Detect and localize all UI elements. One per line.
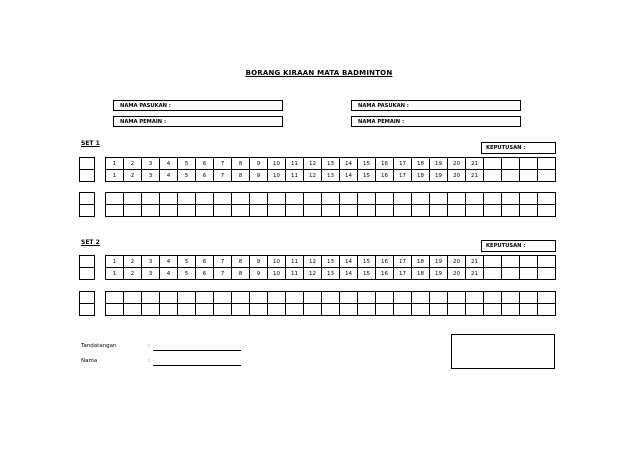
set-1-score-empty-cell[interactable] [142,205,160,217]
set-1-score-empty-cell[interactable] [268,193,286,205]
set-1-point-cell[interactable]: 19 [430,170,448,182]
set-1-score-empty-cell[interactable] [124,205,142,217]
set-2-point-cell[interactable]: 10 [268,268,286,280]
set-1-point-cell[interactable]: 10 [268,158,286,170]
set-2-score-empty-cell[interactable] [250,304,268,316]
set-1-score-empty-cell[interactable] [538,193,556,205]
set-1-score-empty-cell[interactable] [322,205,340,217]
set-1-score-empty-cell[interactable] [358,205,376,217]
set-2-empty-cell[interactable] [502,268,520,280]
set-1-point-cell[interactable]: 3 [142,158,160,170]
set-1-empty-cell[interactable] [538,170,556,182]
set-2-points-grid [105,255,556,280]
set-1-score-empty-cell[interactable] [484,193,502,205]
set-2-score-empty-cell[interactable] [358,292,376,304]
set-2-point-cell[interactable]: 3 [142,268,160,280]
set-2-score-empty-cell[interactable] [520,304,538,316]
set-1-score-empty-cell[interactable] [502,205,520,217]
set-2-score-empty-cell[interactable] [394,304,412,316]
set-1-serve-box[interactable] [79,157,95,182]
set-1-score-empty-cell[interactable] [412,205,430,217]
set-2-score-empty-cell[interactable] [232,304,250,316]
set-1-point-cell[interactable]: 20 [448,158,466,170]
set-1-empty-cell[interactable] [538,158,556,170]
set-2-point-cell[interactable]: 16 [376,256,394,268]
set-1-point-cell[interactable]: 9 [250,170,268,182]
set-1-score-empty-cell[interactable] [142,193,160,205]
set-2-point-cell[interactable]: 14 [340,256,358,268]
set-1-point-cell[interactable]: 8 [232,158,250,170]
set-1-score-empty-cell[interactable] [466,193,484,205]
set-1-point-cell[interactable]: 10 [268,170,286,182]
set-1-point-cell[interactable]: 13 [322,158,340,170]
set-2-point-cell[interactable]: 13 [322,268,340,280]
set-2-point-cell[interactable]: 21 [466,268,484,280]
set-1-point-cell[interactable]: 18 [412,170,430,182]
set-2-score-empty-cell[interactable] [412,304,430,316]
tandatangan-colon: : [148,343,150,349]
set-2-score-empty-cell[interactable] [466,292,484,304]
set-2-point-cell[interactable]: 11 [286,256,304,268]
set-2-point-cell[interactable]: 15 [358,268,376,280]
set-2-point-cell[interactable]: 7 [214,268,232,280]
set-2-point-cell[interactable]: 13 [322,256,340,268]
set-2-point-cell[interactable]: 7 [214,256,232,268]
set-1-score-empty-cell[interactable] [340,193,358,205]
set-2-score-empty-cell[interactable] [142,304,160,316]
set-1-point-cell[interactable]: 15 [358,170,376,182]
set-1-point-cell[interactable]: 16 [376,170,394,182]
set-1-point-cell[interactable]: 12 [304,170,322,182]
set-2-point-cell[interactable]: 9 [250,268,268,280]
set-2-point-cell[interactable]: 11 [286,268,304,280]
set-1-point-cell[interactable]: 17 [394,158,412,170]
set-1-point-cell[interactable]: 11 [286,158,304,170]
set-2-score-empty-cell[interactable] [268,304,286,316]
set-2-score-empty-cell[interactable] [160,304,178,316]
set-2-score-empty-cell[interactable] [214,304,232,316]
set-1-score-empty-cell[interactable] [394,193,412,205]
right-player-name-field[interactable]: NAMA PEMAIN : [351,116,521,127]
set-2-score-empty-cell[interactable] [268,292,286,304]
set-1-point-cell[interactable]: 13 [322,170,340,182]
set-1-empty-cell[interactable] [484,158,502,170]
set-2-point-cell[interactable]: 4 [160,268,178,280]
set-1-score-empty-cell[interactable] [358,193,376,205]
set-2-score-empty-cell[interactable] [250,292,268,304]
set-1-score-empty-cell[interactable] [466,205,484,217]
set-2-empty-cell[interactable] [502,256,520,268]
set-2-point-cell[interactable]: 16 [376,268,394,280]
set-2-score-empty-cell[interactable] [286,292,304,304]
set-1-empty-cell[interactable] [520,170,538,182]
set-1-empty-cell[interactable] [484,170,502,182]
set-2-score-empty-cell[interactable] [160,292,178,304]
set-2-score-empty-cell[interactable] [502,292,520,304]
set-2-point-cell[interactable]: 3 [142,256,160,268]
set-2-score-empty-cell[interactable] [106,292,124,304]
set-1-point-cell[interactable]: 19 [430,158,448,170]
set-1-point-cell[interactable]: 14 [340,158,358,170]
set-2-point-cell[interactable]: 14 [340,268,358,280]
set-1-score-empty-cell[interactable] [448,193,466,205]
set-2-empty-cell[interactable] [520,268,538,280]
set-1-point-cell[interactable]: 5 [178,158,196,170]
set-2-score-empty-cell[interactable] [340,304,358,316]
set-2-empty-cell[interactable] [538,256,556,268]
set-1-point-cell[interactable]: 18 [412,158,430,170]
set-1-point-cell[interactable]: 8 [232,170,250,182]
nama-label: Nama [81,358,98,364]
set-2-point-cell[interactable]: 15 [358,256,376,268]
set-1-score-empty-cell[interactable] [106,193,124,205]
set-1-score-empty-cell[interactable] [484,205,502,217]
set-1-score-empty-cell[interactable] [340,205,358,217]
set-2-score-serve-box[interactable] [79,291,95,316]
set-2-score-empty-cell[interactable] [538,292,556,304]
set-1-label: SET 1 [81,140,100,147]
set-1-point-cell[interactable]: 14 [340,170,358,182]
set-1-empty-cell[interactable] [502,158,520,170]
set-2-label: SET 2 [81,239,100,246]
set-2-score-empty-cell[interactable] [196,304,214,316]
set-1-score-empty-cell[interactable] [538,205,556,217]
set-2-score-empty-cell[interactable] [448,292,466,304]
set-1-point-cell[interactable]: 4 [160,170,178,182]
set-2-empty-cell[interactable] [484,256,502,268]
set-1-point-cell[interactable]: 3 [142,170,160,182]
set-2-empty-cell[interactable] [538,268,556,280]
set-1-point-cell[interactable]: 20 [448,170,466,182]
set-1-score-empty-cell[interactable] [124,193,142,205]
set-1-score-empty-cell[interactable] [304,205,322,217]
set-2-score-empty-cell[interactable] [322,292,340,304]
set-2-score-empty-cell[interactable] [142,292,160,304]
set-1-point-cell[interactable]: 4 [160,158,178,170]
set-2-point-cell[interactable]: 20 [448,268,466,280]
set-2-empty-cell[interactable] [484,268,502,280]
set-1-score-empty-cell[interactable] [214,205,232,217]
set-2-point-cell[interactable]: 19 [430,268,448,280]
set-1-score-empty-cell[interactable] [160,193,178,205]
set-2-point-cell[interactable]: 6 [196,256,214,268]
set-1-score-empty-cell[interactable] [160,205,178,217]
nama-line[interactable] [153,365,241,366]
set-1-score-empty-cell[interactable] [430,205,448,217]
set-1-score-empty-cell[interactable] [304,193,322,205]
set-1-point-cell[interactable]: 6 [196,170,214,182]
set-2-score-empty-cell[interactable] [376,304,394,316]
set-2-score-empty-cell[interactable] [124,292,142,304]
set-2-point-cell[interactable]: 8 [232,268,250,280]
set-1-score-empty-cell[interactable] [250,205,268,217]
set-2-score-empty-cell[interactable] [484,304,502,316]
set-2-score-grid [105,291,556,316]
set-2-point-cell[interactable]: 17 [394,256,412,268]
set-1-score-empty-cell[interactable] [376,193,394,205]
set-2-point-cell[interactable]: 12 [304,256,322,268]
set-1-score-empty-cell[interactable] [412,193,430,205]
set-2-score-empty-cell[interactable] [394,292,412,304]
set-2-point-cell[interactable]: 18 [412,268,430,280]
set-2-score-empty-cell[interactable] [178,292,196,304]
set-1-score-empty-cell[interactable] [502,193,520,205]
set-2-point-cell[interactable]: 1 [106,268,124,280]
set-2-point-cell[interactable]: 19 [430,256,448,268]
set-2-point-cell[interactable]: 5 [178,268,196,280]
set-1-point-cell[interactable]: 11 [286,170,304,182]
set-2-score-empty-cell[interactable] [178,304,196,316]
set-1-score-empty-cell[interactable] [520,193,538,205]
set-1-score-empty-cell[interactable] [268,205,286,217]
set-1-score-empty-cell[interactable] [448,205,466,217]
set-1-point-cell[interactable]: 16 [376,158,394,170]
set-1-score-empty-cell[interactable] [520,205,538,217]
set-2-score-empty-cell[interactable] [106,304,124,316]
set-1-point-cell[interactable]: 9 [250,158,268,170]
set-1-point-cell[interactable]: 6 [196,158,214,170]
set-2-empty-cell[interactable] [520,256,538,268]
set-1-score-empty-cell[interactable] [106,205,124,217]
set-2-score-empty-cell[interactable] [448,304,466,316]
set-1-point-cell[interactable]: 5 [178,170,196,182]
set-2-score-empty-cell[interactable] [286,304,304,316]
set-2-point-cell[interactable]: 2 [124,256,142,268]
set-2-score-empty-cell[interactable] [340,292,358,304]
set-1-keputusan[interactable]: KEPUTUSAN : [481,142,556,154]
set-2-score-empty-cell[interactable] [304,304,322,316]
set-2-point-cell[interactable]: 8 [232,256,250,268]
set-2-score-empty-cell[interactable] [484,292,502,304]
set-2-point-cell[interactable]: 6 [196,268,214,280]
set-2-point-cell[interactable]: 10 [268,256,286,268]
left-team-name-field[interactable]: NAMA PASUKAN : [113,100,283,111]
set-2-point-cell[interactable]: 21 [466,256,484,268]
set-1-score-empty-cell[interactable] [322,193,340,205]
nama-colon: : [148,358,150,364]
set-2-point-cell[interactable]: 12 [304,268,322,280]
set-1-score-empty-cell[interactable] [178,193,196,205]
set-1-empty-cell[interactable] [502,170,520,182]
tandatangan-label: Tandatangan [81,343,117,349]
set-1-point-cell[interactable]: 2 [124,158,142,170]
set-2-score-empty-cell[interactable] [196,292,214,304]
set-2-score-empty-cell[interactable] [412,292,430,304]
set-2-point-cell[interactable]: 2 [124,268,142,280]
set-2-point-cell[interactable]: 20 [448,256,466,268]
set-2-score-empty-cell[interactable] [520,292,538,304]
set-1-score-serve-box[interactable] [79,192,95,217]
set-1-point-cell[interactable]: 1 [106,170,124,182]
set-1-point-cell[interactable]: 21 [466,170,484,182]
set-1-score-empty-cell[interactable] [250,193,268,205]
set-1-score-empty-cell[interactable] [286,193,304,205]
set-2-score-empty-cell[interactable] [430,304,448,316]
set-1-score-empty-cell[interactable] [196,193,214,205]
set-2-score-empty-cell[interactable] [502,304,520,316]
set-1-score-empty-cell[interactable] [178,205,196,217]
set-1-score-empty-cell[interactable] [232,193,250,205]
set-2-score-empty-cell[interactable] [376,292,394,304]
set-2-score-empty-cell[interactable] [358,304,376,316]
set-1-score-empty-cell[interactable] [214,193,232,205]
set-1-point-cell[interactable]: 12 [304,158,322,170]
set-1-score-empty-cell[interactable] [376,205,394,217]
set-2-point-cell[interactable]: 18 [412,256,430,268]
set-2-score-empty-cell[interactable] [214,292,232,304]
right-team-name-field[interactable]: NAMA PASUKAN : [351,100,521,111]
set-2-serve-box[interactable] [79,255,95,280]
set-1-point-cell[interactable]: 15 [358,158,376,170]
set-2-score-empty-cell[interactable] [322,304,340,316]
set-2-point-cell[interactable]: 17 [394,268,412,280]
set-1-score-empty-cell[interactable] [232,205,250,217]
set-1-score-empty-cell[interactable] [430,193,448,205]
stamp-box[interactable] [451,334,555,369]
set-2-score-empty-cell[interactable] [124,304,142,316]
page-title: BORANG KIRAAN MATA BADMINTON [245,69,393,77]
set-2-score-empty-cell[interactable] [538,304,556,316]
set-2-point-cell[interactable]: 4 [160,256,178,268]
set-2-keputusan[interactable]: KEPUTUSAN : [481,240,556,252]
set-2-score-empty-cell[interactable] [232,292,250,304]
left-player-name-field[interactable]: NAMA PEMAIN : [113,116,283,127]
set-1-point-cell[interactable]: 7 [214,170,232,182]
tandatangan-line[interactable] [153,350,241,351]
set-2-score-empty-cell[interactable] [466,304,484,316]
set-2-score-empty-cell[interactable] [304,292,322,304]
set-1-empty-cell[interactable] [520,158,538,170]
set-2-point-cell[interactable]: 1 [106,256,124,268]
set-1-points-grid [105,157,556,182]
set-1-score-empty-cell[interactable] [196,205,214,217]
set-1-point-cell[interactable]: 1 [106,158,124,170]
set-1-score-grid [105,192,556,217]
set-2-score-empty-cell[interactable] [430,292,448,304]
set-1-point-cell[interactable]: 21 [466,158,484,170]
set-2-point-cell[interactable]: 5 [178,256,196,268]
set-1-point-cell[interactable]: 17 [394,170,412,182]
set-1-score-empty-cell[interactable] [286,205,304,217]
set-1-point-cell[interactable]: 2 [124,170,142,182]
set-1-score-empty-cell[interactable] [394,205,412,217]
set-1-point-cell[interactable]: 7 [214,158,232,170]
set-2-point-cell[interactable]: 9 [250,256,268,268]
